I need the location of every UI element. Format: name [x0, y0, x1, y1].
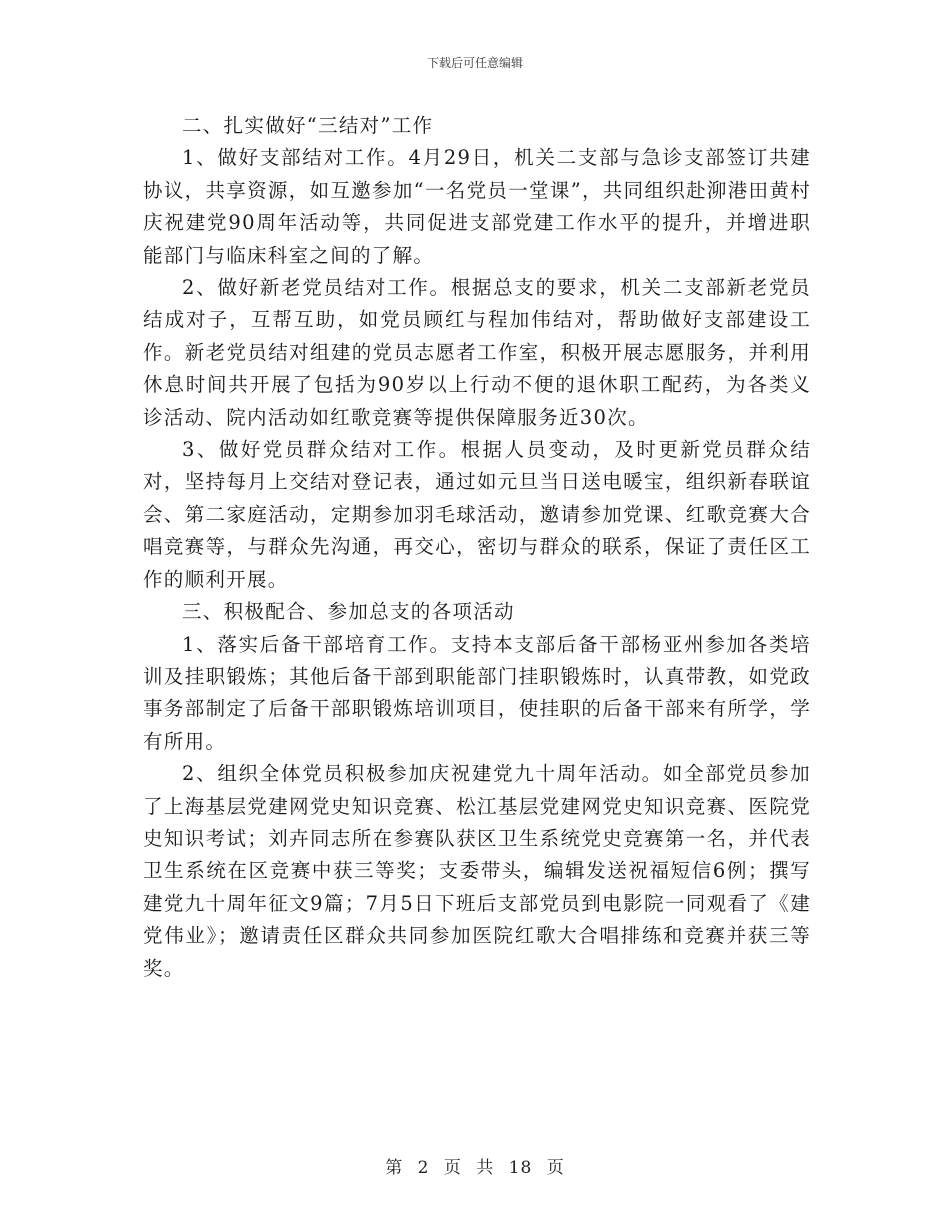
footer-page-number: 2	[417, 1158, 430, 1178]
section-heading-2: 二、扎实做好“三结对”工作	[182, 114, 434, 137]
footer-mid2: 共	[476, 1158, 495, 1178]
paragraph-2-3: 3、做好党员群众结对工作。根据人员变动，及时更新党员群众结对，坚持每月上交结对登记表，通过如元旦当日送电暖宝，组织新春联谊会、第二家庭活动，定期参加羽毛球活动，邀请参加党课、红歌竞赛大合唱竞赛等，与群众先沟通，再交心，密切与群众的联系，保证了责任区工作的顺利开展。	[143, 438, 811, 591]
footer-suffix: 页	[546, 1158, 565, 1178]
page-header: 下载后可任意编辑	[426, 56, 523, 70]
paragraph-2-2: 2、做好新老党员结对工作。根据总支的要求，机关二支部新老党员结成对子，互帮互助，如党员顾红与程加伟结对，帮助做好支部建设工作。新老党员结对组建的党员志愿者工作室，积极开展志愿服务，并利用休息时间共开展了包括为90岁以上行动不便的退休职工配药，为各类义诊活动、院内活动如红歌竞赛等提供保障服务近30次。	[143, 276, 811, 429]
document-body	[143, 110, 811, 985]
footer-prefix: 第	[385, 1158, 404, 1178]
paragraph-3-2: 2、组织全体党员积极参加庆祝建党九十周年活动。如全部党员参加了上海基层党建网党史知识竞赛、松江基层党建网党史知识竞赛、医院党史知识考试；刘卉同志所在参赛队获区卫生系统党史竞赛第一名，并代表卫生系统在区竞赛中获三等奖；支委带头，编辑发送祝福短信6例；撰写建党九十周年征文9篇；7月5日下班后支部党员到电影院一同观看了《建党伟业》；邀请责任区群众共同参加医院红歌大合唱排练和竞赛并获三等奖。	[143, 762, 811, 980]
page-footer	[0, 1153, 950, 1178]
footer-total-pages: 18	[508, 1158, 533, 1178]
footer-mid1: 页	[443, 1158, 462, 1178]
paragraph-2-1: 1、做好支部结对工作。4月29日，机关二支部与急诊支部签订共建协议，共享资源，如互邀参加“一名党员一堂课”，共同组织赴泖港田黄村庆祝建党90周年活动等，共同促进支部党建工作水平的提升，并增进职能部门与临床科室之间的了解。	[143, 146, 811, 267]
section-heading-3: 三、积极配合、参加总支的各项活动	[182, 600, 515, 624]
paragraph-3-1: 1、落实后备干部培育工作。支持本支部后备干部杨亚州参加各类培训及挂职锻炼；其他后备干部到职能部门挂职锻炼时，认真带教，如党政事务部制定了后备干部职锻炼培训项目，使挂职的后备干部来有所学，学有所用。	[143, 632, 811, 753]
